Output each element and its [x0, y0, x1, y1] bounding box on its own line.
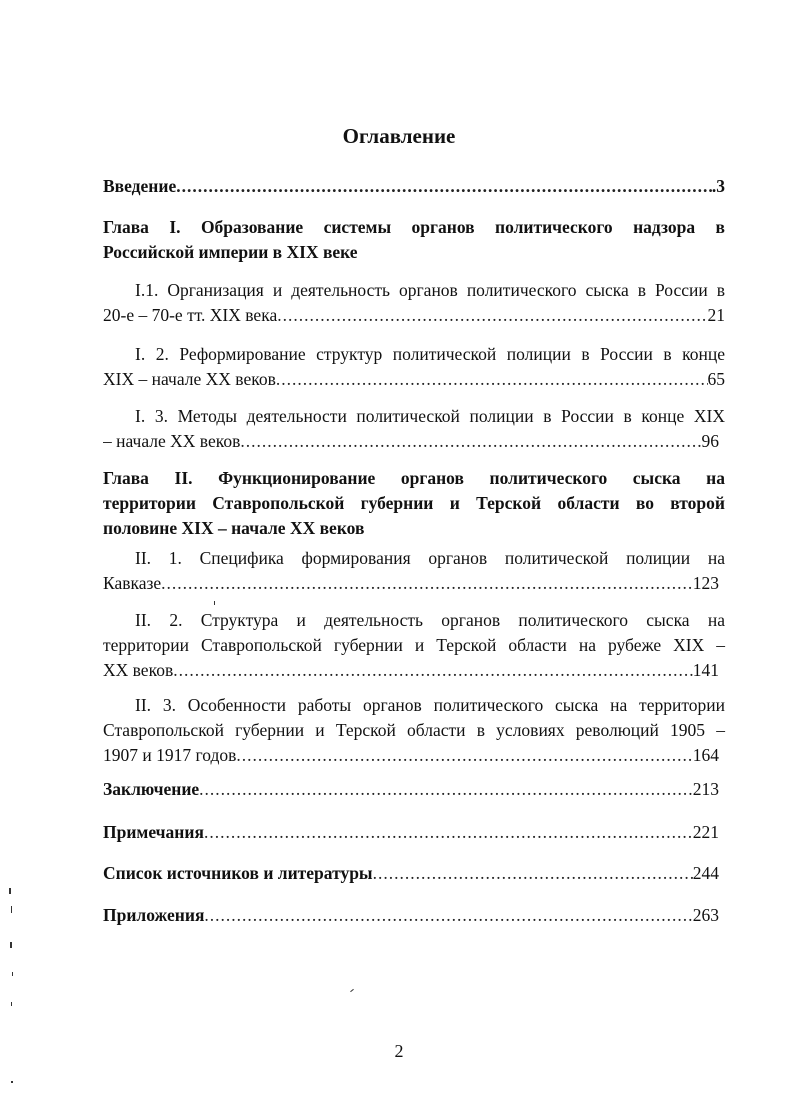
section-line: XX веков — [103, 660, 174, 680]
leader-dots — [277, 303, 707, 328]
leader-dots — [173, 658, 693, 683]
leader-dots — [276, 367, 708, 392]
leader-dots — [240, 429, 701, 454]
section-line: Ставропольской губернии и Терской области в условиях революций 1905 – — [103, 720, 725, 740]
toc-page-number: 96 — [701, 431, 719, 451]
scan-speck — [12, 972, 13, 976]
section-line: II. 3. Особенности работы органов политического сыска на территории — [135, 695, 725, 715]
toc-section-2-3 — [103, 693, 725, 768]
scan-speck — [11, 1081, 13, 1083]
section-line: 20-е – 70-е тт. XIX века — [103, 305, 278, 325]
leader-dots — [373, 861, 693, 886]
section-line: I.1. Организация и деятельность органов политического сыска в России в — [135, 280, 725, 300]
chapter-heading-line: Российской империи в XIX веке — [103, 242, 358, 262]
scan-speck — [350, 989, 354, 992]
toc-entry-label: Введение — [103, 176, 177, 196]
toc-page-number: .3 — [711, 176, 725, 196]
toc-chapter-2 — [103, 466, 725, 541]
section-line: II. 1. Специфика формирования органов политической полиции на — [135, 548, 725, 568]
section-line: I. 3. Методы деятельности политической полиции в России в конце XIX — [135, 406, 725, 426]
toc-page-number: 21 — [707, 305, 725, 325]
toc-section-2-1 — [103, 546, 725, 596]
toc-page-number: 164 — [692, 745, 719, 765]
toc-section-1-3 — [103, 404, 725, 454]
toc-page-number: 141 — [692, 660, 719, 680]
toc-entry-label: Список источников и литературы — [103, 863, 373, 883]
toc-section-2-2 — [103, 608, 725, 683]
toc-entry-conclusion — [103, 777, 725, 802]
toc-page-number: 244 — [692, 863, 719, 883]
toc-entry-label: Приложения — [103, 905, 205, 925]
toc-entry-sources — [103, 861, 725, 886]
toc-entry-label: Заключение — [103, 779, 200, 799]
toc-page-number: 123 — [692, 573, 719, 593]
leader-dots — [161, 571, 693, 596]
section-line: – начале XX веков — [103, 431, 241, 451]
section-line: территории Ставропольской губернии и Терской области на рубеже XIX – — [103, 635, 725, 655]
page-title: Оглавление — [342, 124, 456, 148]
toc-section-1-2 — [103, 342, 725, 392]
chapter-heading-line: половине XIX – начале XX веков — [103, 518, 365, 538]
section-line: I. 2. Реформирование структур политической полиции в России в конце — [135, 344, 725, 364]
section-line: Кавказе — [103, 573, 162, 593]
page-number: 2 — [394, 1041, 404, 1061]
section-line: 1907 и 1917 годов — [103, 745, 237, 765]
scan-speck — [9, 888, 11, 894]
toc-chapter-1 — [103, 215, 725, 265]
leader-dots — [199, 777, 693, 802]
toc-page-number: 213 — [692, 779, 719, 799]
toc-entry-label: Примечания — [103, 822, 204, 842]
scan-speck — [11, 1002, 12, 1006]
scan-speck — [214, 601, 215, 605]
scan-speck — [10, 942, 12, 948]
toc-page-number: 263 — [692, 905, 719, 925]
toc-section-1-1 — [103, 278, 725, 328]
chapter-heading-line: территории Ставропольской губернии и Терской области во второй — [103, 493, 725, 513]
leader-dots — [204, 820, 693, 845]
leader-dots — [176, 174, 712, 199]
section-line: II. 2. Структура и деятельность органов политического сыска на — [135, 610, 725, 630]
toc-entry-intro — [103, 174, 725, 199]
leader-dots — [236, 743, 692, 768]
leader-dots — [204, 903, 692, 928]
chapter-heading-line: Глава II. Функционирование органов политического сыска на — [103, 468, 725, 488]
toc-page-number: 221 — [692, 822, 719, 842]
toc-entry-appendix — [103, 903, 725, 928]
toc-page-number: 65 — [707, 369, 725, 389]
scan-speck — [11, 906, 12, 913]
chapter-heading-line: Глава I. Образование системы органов политического надзора в — [103, 217, 725, 237]
section-line: XIX – начале XX веков — [103, 369, 276, 389]
toc-entry-notes — [103, 820, 725, 845]
